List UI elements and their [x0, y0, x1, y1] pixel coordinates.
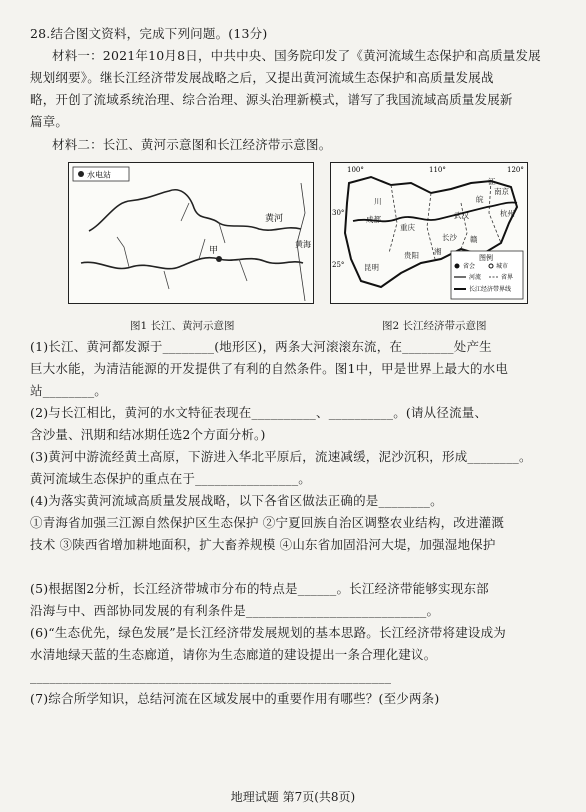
fig1-legend-label: 水电站: [87, 170, 111, 180]
material1-line-4: 篇章。: [30, 114, 69, 129]
lon-label-120: 120°: [507, 166, 524, 174]
hydropower-icon: [78, 171, 84, 177]
q1-line-2: 巨大水能，为清洁能源的开发提供了有利的自然条件。图1中，甲是世界上最大的水电: [30, 361, 509, 376]
legend-item-city: 城市: [496, 263, 509, 270]
city-changsha: 长沙: [442, 233, 457, 242]
q6-line-1: (6)“生态优先，绿色发展”是长江经济带发展规划的基本思路。长江经济带将建设成为: [30, 625, 506, 640]
figure-2-caption: 图2 长江经济带示意图: [382, 320, 487, 332]
lat-label-25: 25°: [332, 261, 345, 269]
q3-line-1: (3)黄河中游流经黄土高原，下游进入华北平原后，流速减缓，泥沙沉积，形成________。: [30, 449, 532, 464]
q6-answer-line: ________________________________________________________: [30, 669, 392, 684]
q4-line-2: ①青海省加强三江源自然保护区生态保护 ②宁夏回族自治区调整农业结构，改进灌溉: [30, 515, 505, 530]
tributaries: [117, 203, 247, 289]
figure-1-map: [68, 162, 314, 304]
yangtze-river-line: [81, 258, 303, 269]
question-header: 28.结合图文资料，完成下列问题。(13分): [30, 26, 268, 41]
province-xiang: 湘: [434, 247, 442, 256]
city-chengdu: 成都: [366, 215, 381, 224]
q5-line-2: 沿海与中、西部协同发展的有利条件是____________________________。: [30, 603, 440, 618]
province-chuan: 川: [374, 197, 382, 206]
yellow-river-line: [89, 190, 301, 231]
lon-label-100: 100°: [347, 166, 364, 174]
q7-line: (7)综合所学知识，总结河流在区域发展中的重要作用有哪些？(至少两条): [30, 691, 440, 706]
figure-1-svg: [69, 163, 313, 303]
lat-label-30: 30°: [332, 209, 345, 217]
lon-label-110: 110°: [429, 166, 446, 174]
figure-1-caption: 图1 长江、黄河示意图: [130, 320, 235, 332]
label-jia: 甲: [209, 246, 219, 256]
material1-line-1: 材料一：2021年10月8日，中共中央、国务院印发了《黄河流域生态保护和高质量发展: [52, 48, 541, 63]
material1-line-2: 规划纲要》。继长江经济带发展战略之后，又提出黄河流域生态保护和高质量发展战: [30, 70, 494, 85]
q2-line-2: 含沙量、汛期和结冰期任选2个方面分析。): [30, 427, 266, 442]
fig2-legend-title: 图例: [479, 254, 493, 262]
figure-2-labels: [330, 162, 526, 302]
legend-item-province-border: 省界: [501, 274, 514, 281]
city-wuhan: 武汉: [454, 211, 469, 220]
label-yellow-sea: 黄海: [295, 240, 311, 249]
q4-line-1: (4)为落实黄河流域高质量发展战略，以下各省区做法正确的是________。: [30, 493, 443, 508]
city-guiyang: 贵阳: [404, 251, 419, 260]
q4-line-3: 技术 ③陕西省增加耕地面积，扩大畜养规模 ④山东省加固沿河大堤，加强湿地保护: [30, 537, 496, 552]
q1-line-1: (1)长江、黄河都发源于________(地形区)，两条大河滚滚东流，在________处产生: [30, 339, 492, 354]
page-footer: 地理试题 第7页(共8页): [230, 790, 356, 804]
city-chongqing: 重庆: [400, 223, 415, 232]
q2-line-1: (2)与长江相比，黄河的水文特征表现在__________、__________。(请从径流量、: [30, 405, 488, 420]
city-hangzhou: 杭州: [500, 209, 515, 218]
material1-line-3: 略，开创了流域系统治理、综合治理、源头治理新模式，谱写了我国流域高质量发展新: [30, 92, 513, 107]
province-jiang: 江: [488, 177, 496, 186]
city-kunming: 昆明: [364, 263, 379, 272]
q6-line-2: 水清地绿天蓝的生态廊道，请你为生态廊道的建设提出一条合理化建议。: [30, 647, 437, 662]
q1-line-3: 站________。: [30, 383, 108, 398]
province-gan: 赣: [470, 235, 478, 244]
city-nanjing: 南京: [494, 187, 509, 196]
legend-item-river: 河流: [469, 274, 482, 281]
legend-item-belt-boundary: 长江经济带界线: [469, 286, 512, 293]
label-yellow-river: 黄河: [265, 214, 284, 224]
q3-line-2: 黄河流域生态保护的重点在于________________。: [30, 471, 312, 486]
province-wan: 皖: [476, 195, 484, 204]
material2-intro: 材料二：长江、黄河示意图和长江经济带示意图。: [52, 137, 332, 152]
legend-item-capital: 省会: [463, 263, 476, 270]
hydropower-station-jia-icon: [216, 256, 222, 262]
q5-line-1: (5)根据图2分析，长江经济带城市分布的特点是______。长江经济带能够实现东部: [30, 581, 489, 596]
